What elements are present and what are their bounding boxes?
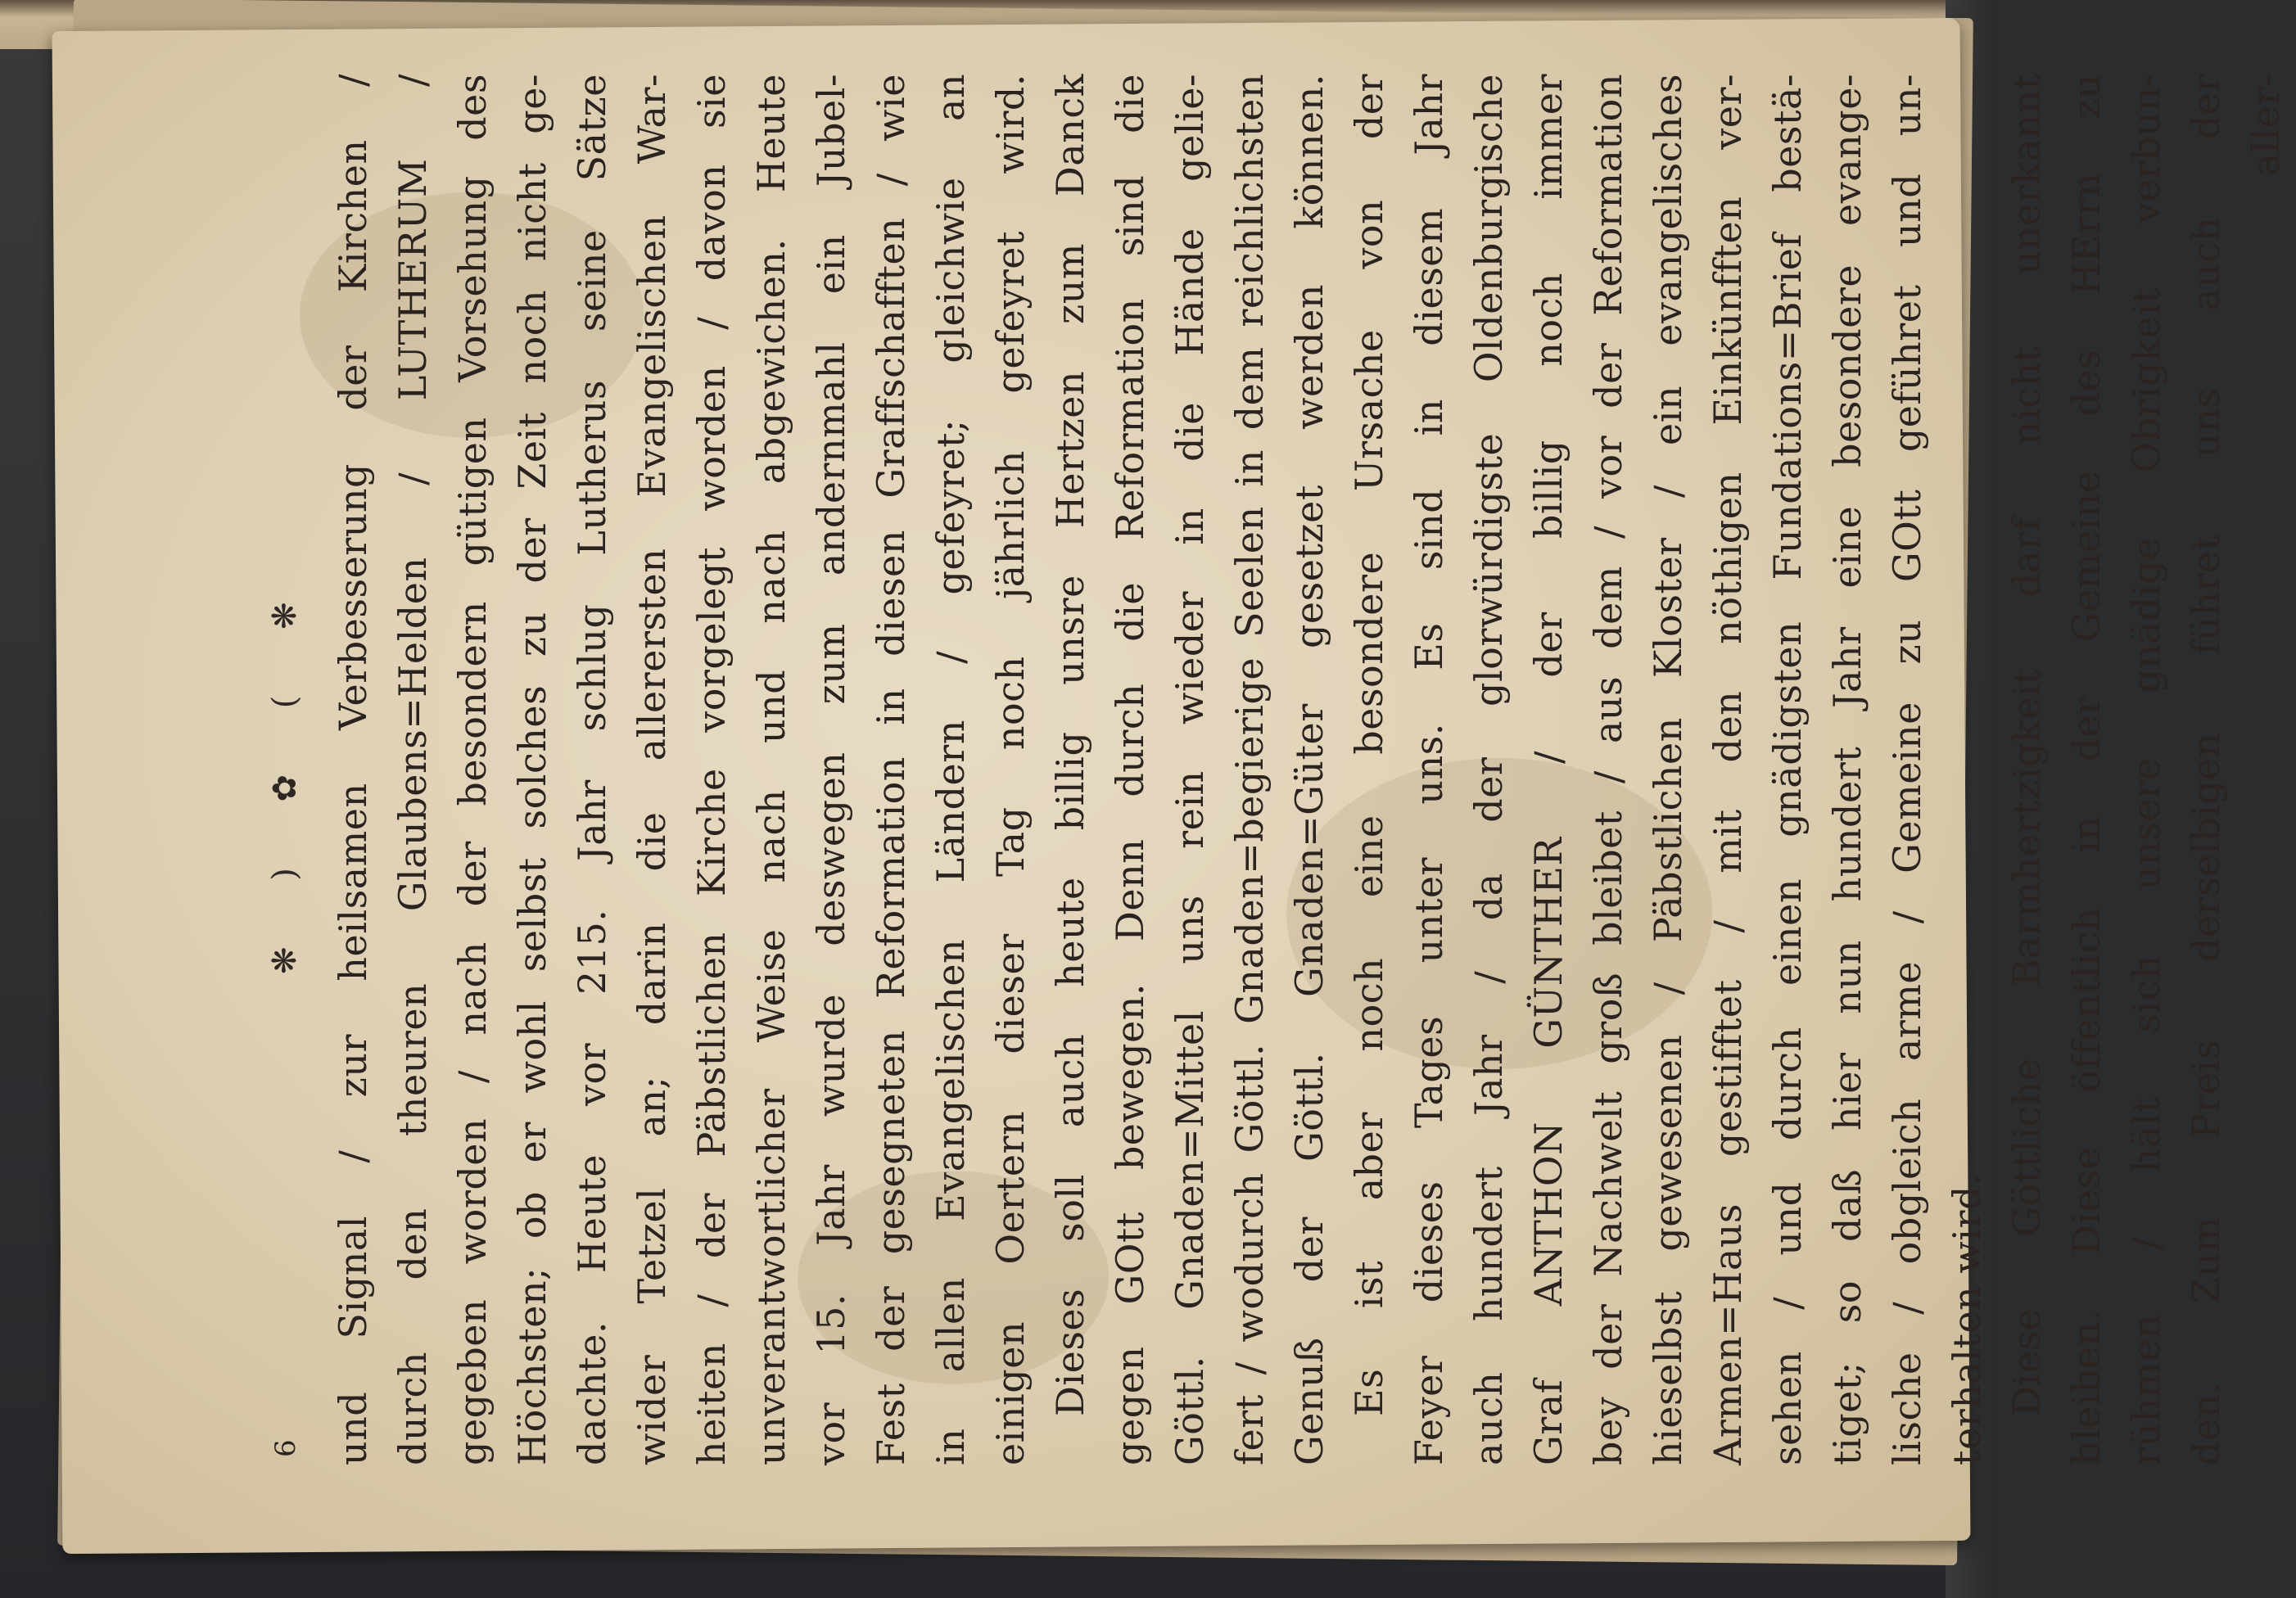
text-line: unverantwortlicher Weise nach und nach abgewichen. Heute — [749, 74, 793, 1465]
text-line: bleiben. Diese öffentlich in der Gemeine des HErrn zu — [2064, 74, 2108, 1465]
text-line: rühmen / hält sich unsere gnädige Obrigkeit verbun- — [2124, 74, 2168, 1465]
text-line: in allen Evangelischen Ländern / gefeyret; gleichwie an — [929, 74, 973, 1465]
text-line: auch hundert Jahr / da der glorwürdigste Oldenburgische — [1467, 74, 1511, 1465]
text-line: sehen / und durch einen gnädigsten Fundations=Brief bestä- — [1765, 74, 1810, 1465]
text-line: Diese Göttliche Barmhertzigkeit darf nicht unerkannt — [2004, 74, 2049, 1416]
catchword: aller- — [2244, 74, 2288, 176]
text-line: terhalten wird. — [1945, 1172, 1989, 1465]
text-line: den. Zum Preis derselbigen führet uns auch der — [2184, 74, 2228, 1465]
rotated-text-frame — [258, 74, 2288, 1465]
text-line: einigen Oertern dieser Tag noch jährlich gefeyret wird. — [988, 74, 1033, 1465]
text-line: dachte. Heute vor 215. Jahr schlug Lutherus seine Sätze — [570, 74, 614, 1465]
text-line: gegeben worden / nach der besondern gütigen Vorsehung des — [450, 74, 495, 1465]
text-line: bey der Nachwelt groß bleibet / aus dem / vor der Reformation — [1586, 74, 1630, 1465]
text-line: hieselbst gewesenen / Päbstlichen Kloster / ein evangelisches — [1646, 74, 1690, 1465]
text-line: fert / wodurch Göttl. Gnaden=begierige Seelen in dem reichlichsten — [1227, 74, 1272, 1465]
text-line: durch den theuren Glaubens=Helden / LUTHERUM / — [391, 74, 435, 1465]
text-line: wider Tetzel an; darin die allerersten Evangelischen War- — [630, 74, 674, 1465]
page-number: 6 — [269, 1439, 302, 1457]
text-line: gegen GOtt bewegen. Denn durch die Reformation sind die — [1108, 74, 1152, 1465]
text-line: vor 15. Jahr wurde deswegen zum andernmahl ein Jubel- — [809, 74, 853, 1465]
body-text — [258, 74, 2288, 1465]
text-line: Dieses soll auch heute billig unsre Hertzen zum Danck — [1048, 74, 1092, 1416]
text-line: tiget; so daß hier nun hundert Jahr eine besondere evange- — [1825, 74, 1869, 1465]
text-line: Genuß der Göttl. Gnaden=Güter gesetzet werden können. — [1287, 74, 1331, 1465]
text-line: Feyer dieses Tages unter uns. Es sind in diesem Jahr — [1407, 74, 1451, 1465]
header-ornament: ❋ ) ✿ ( ❋ — [266, 574, 304, 974]
text-line: heiten / der Päbstlichen Kirche vorgelegt worden / davon sie — [689, 74, 734, 1465]
page-header — [258, 74, 323, 1465]
text-line: und Signal / zur heilsamen Verbesserung der Kirchen / — [331, 74, 375, 1465]
text-line: Graf ANTHON GÜNTHER / der billig noch immer — [1526, 74, 1571, 1465]
text-line: lische / obgleich arme / Gemeine zu GOtt geführet und un- — [1885, 74, 1929, 1465]
text-line: Höchsten; ob er wohl selbst solches zu der Zeit noch nicht ge- — [510, 74, 554, 1465]
text-line: Es ist aber noch eine besondere Ursache von der — [1347, 74, 1391, 1416]
text-line: Armen=Haus gestifftet / mit den nöthigen Einkünfften ver- — [1706, 74, 1750, 1465]
text-line: Fest der gesegneten Reformation in diesen Graffschafften / wie — [869, 74, 913, 1465]
text-line: Göttl. Gnaden=Mittel uns rein wieder in die Hände gelie- — [1168, 74, 1212, 1465]
